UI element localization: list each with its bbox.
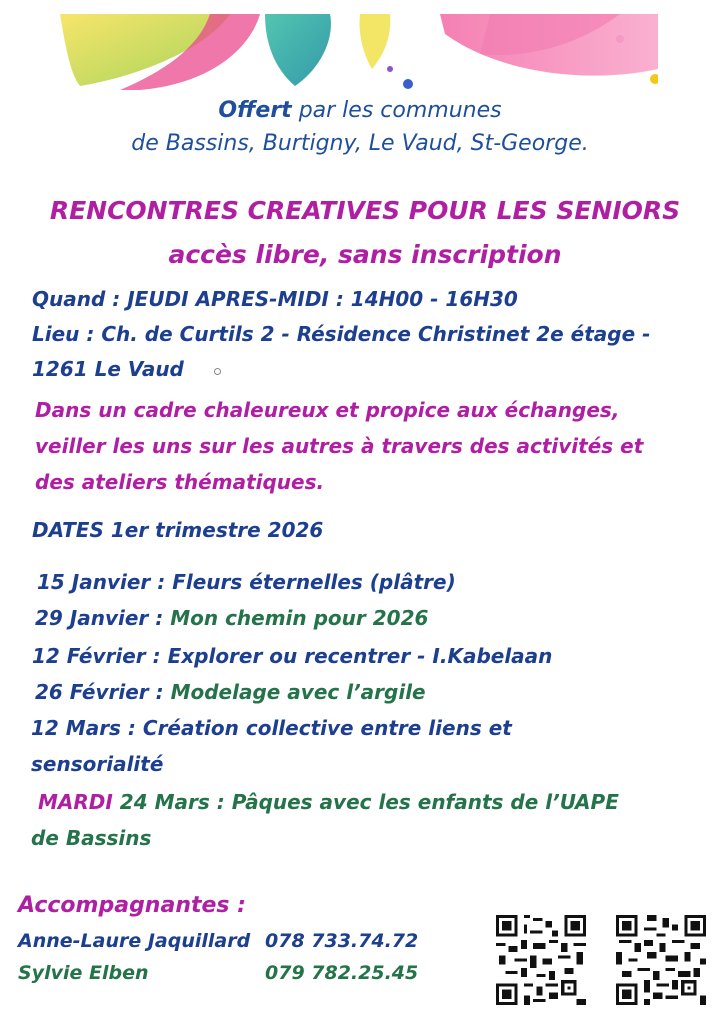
schedule-item — [31, 716, 512, 740]
offered-by-line — [0, 96, 720, 125]
schedule-prefix: MARDI — [38, 790, 113, 814]
schedule-item — [37, 570, 456, 594]
when-line: Quand : JEUDI APRES-MIDI : 14H00 - 16H30 — [32, 287, 518, 311]
watercolor-petals-icon — [60, 14, 658, 90]
schedule-date: 26 Février : — [35, 680, 171, 704]
main-title: RENCONTRES CREATIVES POUR LES SENIORS — [49, 196, 681, 225]
description-line-2: veiller les uns sur les autres à travers des activités et — [35, 434, 644, 458]
schedule-item — [38, 790, 619, 814]
communes-line: de Bassins, Burtigny, Le Vaud, St-George. — [131, 131, 589, 156]
schedule-activity-continued: sensorialité — [31, 752, 164, 776]
schedule-item — [35, 680, 426, 704]
schedule-date: 24 Mars : — [112, 790, 232, 814]
schedule-activity-continued: de Bassins — [31, 826, 152, 850]
contacts-heading: Accompagnantes : — [18, 893, 246, 918]
qr-code-icon[interactable] — [496, 915, 586, 1005]
schedule-activity: Explorer ou recentrer - I.Kabelaan — [167, 644, 553, 668]
schedule-date: 29 Janvier : — [35, 606, 171, 630]
contact-phone: 078 733.74.72 — [265, 930, 419, 952]
schedule-activity: Fleurs éternelles (plâtre) — [172, 570, 456, 594]
contact-name: Anne-Laure Jaquillard — [18, 930, 251, 952]
offert-rest: par les communes — [291, 98, 502, 123]
description-line-3: des ateliers thématiques. — [35, 470, 325, 494]
schedule-date: 12 Mars : — [31, 716, 143, 740]
subtitle: accès libre, sans inscription — [168, 240, 562, 269]
schedule-activity: Création collective entre liens et — [142, 716, 512, 740]
schedule-date: 12 Février : — [32, 644, 168, 668]
dates-heading: DATES 1er trimestre 2026 — [32, 518, 324, 542]
contact-name: Sylvie Elben — [18, 962, 149, 984]
offert-word: Offert — [218, 98, 292, 123]
location-line-1: Lieu : Ch. de Curtils 2 - Résidence Christinet 2e étage - — [32, 322, 651, 346]
schedule-date: 15 Janvier : — [37, 570, 173, 594]
dot-icon — [214, 368, 221, 375]
schedule-activity: Pâques avec les enfants de l’UAPE — [231, 790, 619, 814]
location-line-2: 1261 Le Vaud — [32, 357, 184, 381]
description-line-1: Dans un cadre chaleureux et propice aux échanges, — [35, 398, 620, 422]
schedule-activity: Modelage avec l’argile — [170, 680, 426, 704]
qr-code-icon[interactable] — [616, 915, 706, 1005]
schedule-item — [32, 644, 552, 668]
watercolor-banner — [60, 14, 658, 90]
schedule-activity: Mon chemin pour 2026 — [170, 606, 429, 630]
contact-phone: 079 782.25.45 — [265, 962, 419, 984]
schedule-item — [35, 606, 428, 630]
